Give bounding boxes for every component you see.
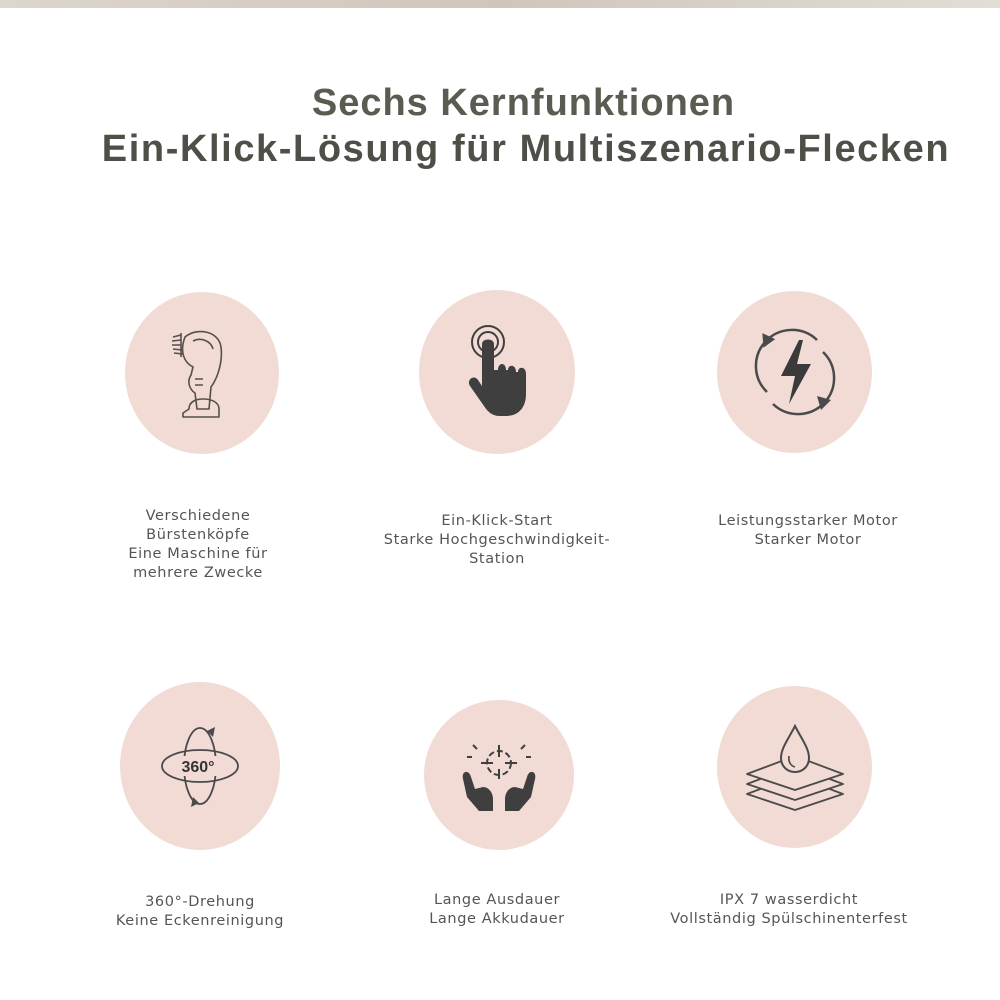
icon-circle <box>125 292 279 454</box>
caption-line: Eine Maschine für <box>128 546 268 562</box>
hands-target-icon <box>459 735 539 815</box>
caption-line: IPX 7 wasserdicht <box>719 892 859 908</box>
caption-line: Bürstenköpfe <box>146 527 250 543</box>
icon-circle <box>717 686 872 848</box>
feature-caption <box>357 512 637 569</box>
caption-line: Starke Hochgeschwindigkeit- <box>383 532 611 548</box>
icon-circle <box>424 700 574 850</box>
feature-caption <box>60 893 340 931</box>
brush-device-icon <box>167 323 237 423</box>
icon-circle <box>120 682 280 850</box>
caption-line: 360°-Drehung <box>145 894 255 910</box>
rotation-360-label: 360° <box>181 759 215 776</box>
caption-line: Starker Motor <box>754 532 862 548</box>
feature-caption <box>649 891 929 929</box>
caption-line: Station <box>469 551 525 567</box>
page-title: Sechs Kernfunktionen <box>311 82 736 124</box>
caption-line: Vollständig Spülschinenterfest <box>670 911 908 927</box>
touch-hand-icon <box>462 322 532 422</box>
caption-line: Verschiedene <box>145 508 251 524</box>
caption-line: Lange Ausdauer <box>433 892 561 908</box>
caption-line: Ein-Klick-Start <box>441 513 553 529</box>
feature-caption <box>357 891 637 929</box>
icon-circle <box>717 291 872 453</box>
caption-line: Lange Akkudauer <box>429 911 565 927</box>
top-accent-bar <box>0 0 1000 8</box>
caption-line: Leistungsstarker Motor <box>718 513 898 529</box>
power-bolt-icon <box>747 324 843 420</box>
page-subtitle: Ein-Klick-Lösung für Multiszenario-Flecken <box>101 128 951 170</box>
feature-caption <box>668 512 948 550</box>
feature-caption <box>58 507 338 583</box>
icon-circle <box>419 290 575 454</box>
waterproof-layers-icon <box>745 722 845 812</box>
caption-line: mehrere Zwecke <box>133 565 263 581</box>
caption-line: Keine Eckenreinigung <box>115 913 285 929</box>
rotation-360-icon <box>155 721 245 811</box>
